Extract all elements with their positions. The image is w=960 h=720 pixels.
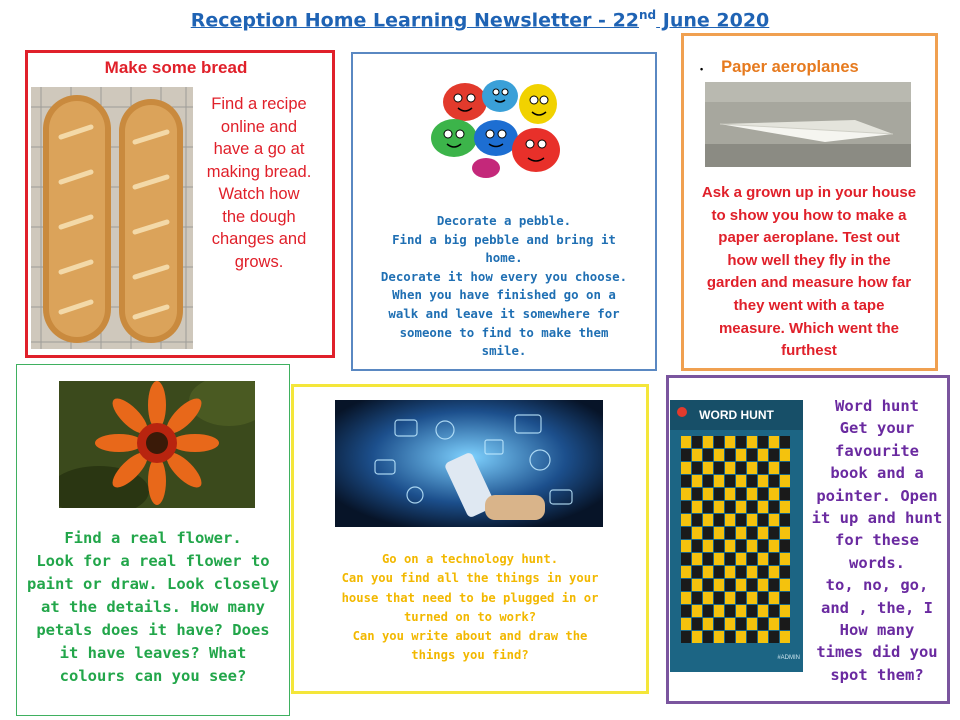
word-grid-cell — [736, 618, 746, 630]
word-grid-cell — [692, 566, 702, 578]
pebble-line: When you have finished go on a — [392, 287, 616, 303]
word-grid-cell — [681, 475, 691, 487]
word-grid-cell — [703, 501, 713, 513]
word-grid-cell — [692, 540, 702, 552]
word-grid-cell — [758, 501, 768, 513]
plane-line: paper aeroplane. Test out — [718, 229, 900, 247]
word-grid-cell — [758, 488, 768, 500]
word-grid-cell — [780, 618, 790, 630]
word-grid-cell — [714, 566, 724, 578]
word-grid-cell — [714, 514, 724, 526]
word-line: to, no, go, — [825, 576, 929, 595]
word-grid-cell — [681, 462, 691, 474]
word-grid-cell — [681, 553, 691, 565]
tech-line: turned on to work? — [403, 609, 537, 624]
tech-line: house that need to be plugged in or — [341, 590, 599, 605]
word-grid-cell — [703, 436, 713, 448]
word-grid-cell — [780, 462, 790, 474]
pebble-line: Find a big pebble and bring it — [392, 231, 616, 247]
word-grid-cell — [725, 449, 735, 461]
word-grid-cell — [714, 540, 724, 552]
word-grid-cell — [758, 618, 768, 630]
word-line: favourite — [835, 441, 919, 460]
word-grid-cell — [681, 514, 691, 526]
word-grid-cell — [703, 605, 713, 617]
word-line: for these — [835, 531, 919, 550]
word-description — [808, 395, 946, 686]
word-grid-cell — [714, 462, 724, 474]
tech-line: Can you find all the things in your — [341, 571, 599, 586]
word-line: book and a — [830, 464, 924, 483]
word-grid-cell — [692, 553, 702, 565]
word-grid-cell — [725, 553, 735, 565]
word-grid-cell — [725, 436, 735, 448]
word-grid-cell — [769, 514, 779, 526]
word-grid-cell — [780, 436, 790, 448]
word-grid-cell — [681, 592, 691, 604]
word-grid-cell — [714, 618, 724, 630]
flower-line: Find a real flower. — [64, 529, 242, 547]
word-grid-cell — [714, 631, 724, 643]
word-grid-cell — [725, 514, 735, 526]
word-grid-cell — [758, 514, 768, 526]
word-grid-cell — [780, 488, 790, 500]
word-grid-cell — [736, 592, 746, 604]
word-grid-cell — [692, 631, 702, 643]
word-grid-cell — [681, 631, 691, 643]
word-line: Get your — [839, 419, 915, 438]
word-grid-cell — [736, 501, 746, 513]
word-grid-cell — [681, 501, 691, 513]
word-grid-cell — [714, 501, 724, 513]
word-grid-cell — [747, 436, 757, 448]
word-grid-cell — [780, 592, 790, 604]
pebble-photo — [378, 78, 616, 186]
word-grid-cell — [780, 449, 790, 461]
word-grid-cell — [692, 514, 702, 526]
pebble-line: someone to find to make them — [399, 324, 609, 340]
word-grid-cell — [747, 475, 757, 487]
plane-line: they went with a tape — [733, 296, 885, 314]
word-grid-cell — [769, 592, 779, 604]
word-grid-cell — [780, 475, 790, 487]
plane-photo — [705, 82, 911, 167]
word-grid-cell — [725, 605, 735, 617]
title-text: Reception Home Learning Newsletter - 22 — [190, 9, 640, 32]
word-hunt-poster — [670, 400, 803, 672]
word-grid-cell — [714, 592, 724, 604]
word-grid-cell — [769, 618, 779, 630]
word-grid-cell — [747, 605, 757, 617]
plane-heading: Paper aeroplanes — [721, 58, 859, 76]
word-grid-cell — [747, 540, 757, 552]
pebble-line: walk and leave it somewhere for — [388, 305, 620, 321]
word-grid-cell — [692, 605, 702, 617]
title-date: June 2020 — [656, 9, 770, 32]
word-grid-cell — [681, 618, 691, 630]
bread-line: have a go at — [213, 140, 305, 158]
plane-line: measure. Which went the — [718, 319, 900, 337]
word-grid-cell — [725, 566, 735, 578]
word-grid-cell — [725, 488, 735, 500]
flower-description — [22, 527, 284, 688]
word-grid-cell — [692, 436, 702, 448]
word-grid-cell — [758, 449, 768, 461]
word-grid-cell — [747, 527, 757, 539]
poster-footer: #ADMIN — [777, 655, 800, 661]
bread-description — [195, 93, 323, 273]
title-ordinal: nd — [639, 8, 657, 22]
pebble-description — [358, 212, 650, 361]
word-grid-cell — [736, 527, 746, 539]
plane-line: to show you how to make a — [711, 206, 907, 224]
newsletter-title — [0, 8, 960, 31]
word-grid-cell — [758, 527, 768, 539]
word-grid-cell — [736, 540, 746, 552]
bread-line: changes and — [211, 230, 307, 248]
flower-line: Look for a real flower to — [36, 552, 270, 570]
word-grid-cell — [736, 514, 746, 526]
word-grid-cell — [714, 488, 724, 500]
word-grid-cell — [736, 436, 746, 448]
word-grid-cell — [714, 527, 724, 539]
bread-photo — [31, 87, 193, 349]
word-grid-cell — [703, 540, 713, 552]
word-grid-cell — [780, 540, 790, 552]
word-grid-cell — [747, 501, 757, 513]
tech-line: things you find? — [411, 648, 529, 663]
word-line: and , the, I — [821, 598, 933, 617]
word-grid-cell — [769, 527, 779, 539]
word-grid-cell — [780, 605, 790, 617]
word-line: times did you — [816, 643, 938, 662]
word-grid-cell — [703, 514, 713, 526]
bread-line: Watch how — [218, 185, 300, 203]
word-grid-cell — [725, 631, 735, 643]
word-grid-cell — [736, 449, 746, 461]
word-grid-cell — [736, 553, 746, 565]
word-line: it up and hunt — [811, 509, 943, 528]
word-grid-cell — [692, 592, 702, 604]
word-grid-cell — [703, 553, 713, 565]
word-grid-cell — [703, 579, 713, 591]
word-grid-cell — [725, 540, 735, 552]
word-grid-cell — [725, 462, 735, 474]
word-grid-cell — [769, 436, 779, 448]
word-grid-cell — [692, 579, 702, 591]
word-grid-cell — [747, 592, 757, 604]
tech-description — [300, 550, 640, 666]
word-grid-cell — [747, 488, 757, 500]
word-grid-cell — [681, 527, 691, 539]
word-grid-cell — [736, 462, 746, 474]
word-grid-cell — [692, 618, 702, 630]
word-grid-cell — [747, 631, 757, 643]
word-grid-cell — [681, 579, 691, 591]
word-grid-cell — [736, 488, 746, 500]
word-grid-cell — [692, 527, 702, 539]
plane-description — [688, 182, 930, 363]
word-grid-cell — [703, 462, 713, 474]
flower-line: it have leaves? What — [59, 644, 247, 662]
word-grid-cell — [747, 579, 757, 591]
word-grid-cell — [692, 501, 702, 513]
word-grid-cell — [681, 449, 691, 461]
word-grid-cell — [758, 475, 768, 487]
word-grid-cell — [769, 566, 779, 578]
word-grid-cell — [769, 462, 779, 474]
word-grid-cell — [769, 579, 779, 591]
pebble-line: smile. — [481, 343, 527, 359]
word-grid-cell — [681, 566, 691, 578]
word-grid-cell — [736, 475, 746, 487]
word-grid-cell — [703, 618, 713, 630]
word-grid-cell — [758, 566, 768, 578]
word-grid-cell — [747, 566, 757, 578]
word-grid-cell — [780, 566, 790, 578]
word-grid-cell — [681, 540, 691, 552]
word-grid-cell — [747, 462, 757, 474]
word-grid-cell — [769, 475, 779, 487]
word-grid-cell — [736, 631, 746, 643]
word-grid-cell — [725, 579, 735, 591]
bread-line: online and — [220, 117, 298, 136]
word-grid-cell — [703, 566, 713, 578]
bread-heading: Make some bread — [104, 58, 248, 77]
word-grid-cell — [725, 527, 735, 539]
word-grid-cell — [714, 436, 724, 448]
word-grid-cell — [758, 436, 768, 448]
word-line: pointer. Open — [816, 486, 938, 505]
pebble-line: home. — [485, 250, 523, 266]
word-grid-cell — [758, 592, 768, 604]
word-grid-cell — [725, 618, 735, 630]
word-grid-cell — [747, 514, 757, 526]
word-grid-cell — [681, 436, 691, 448]
word-grid-cell — [747, 553, 757, 565]
word-grid-cell — [714, 475, 724, 487]
word-grid-cell — [714, 553, 724, 565]
tech-photo — [335, 400, 603, 527]
word-grid-cell — [769, 449, 779, 461]
word-grid-cell — [780, 631, 790, 643]
word-grid-cell — [758, 462, 768, 474]
word-grid-cell — [703, 592, 713, 604]
word-grid-cell — [758, 605, 768, 617]
word-grid-cell — [747, 449, 757, 461]
word-grid-cell — [703, 527, 713, 539]
bread-line: grows. — [234, 252, 284, 271]
pebble-line: Decorate it how every you choose. — [380, 268, 628, 284]
word-grid-cell — [714, 579, 724, 591]
word-grid-cell — [725, 475, 735, 487]
word-grid-cell — [681, 488, 691, 500]
word-grid-cell — [758, 631, 768, 643]
plane-heading-row — [700, 58, 920, 77]
word-grid-cell — [769, 631, 779, 643]
word-grid-cell — [769, 605, 779, 617]
word-grid-cell — [758, 540, 768, 552]
word-grid-cell — [692, 488, 702, 500]
word-grid-cell — [736, 566, 746, 578]
plane-line: garden and measure how far — [706, 274, 912, 292]
word-grid-cell — [769, 488, 779, 500]
word-grid-cell — [769, 540, 779, 552]
word-line: Word hunt — [835, 397, 919, 415]
word-grid-cell — [780, 553, 790, 565]
word-grid-cell — [703, 631, 713, 643]
word-grid-cell — [758, 579, 768, 591]
word-grid-cell — [736, 605, 746, 617]
word-grid-cell — [725, 592, 735, 604]
word-grid-cell — [780, 501, 790, 513]
word-grid-cell — [692, 449, 702, 461]
plane-line: furthest — [781, 342, 837, 360]
word-grid-cell — [747, 618, 757, 630]
word-grid-cell — [780, 527, 790, 539]
plane-line: Ask a grown up in your house — [701, 184, 917, 201]
word-grid-cell — [703, 475, 713, 487]
word-grid-cell — [780, 579, 790, 591]
word-grid-cell — [769, 553, 779, 565]
word-line: words. — [849, 553, 905, 572]
word-line: spot them? — [830, 665, 924, 684]
word-grid-cell — [681, 605, 691, 617]
flower-line: petals does it have? Does — [36, 621, 270, 639]
flower-line: paint or draw. Look closely — [27, 575, 279, 593]
word-grid-cell — [703, 449, 713, 461]
word-grid-cell — [758, 553, 768, 565]
word-grid-cell — [692, 475, 702, 487]
word-line: How many — [839, 621, 915, 640]
word-grid-cell — [780, 514, 790, 526]
tech-line: Can you write about and draw the — [352, 629, 588, 644]
word-grid-cell — [703, 488, 713, 500]
word-grid-cell — [725, 501, 735, 513]
bread-line: making bread. — [206, 162, 312, 181]
plane-line: how well they fly in the — [727, 251, 891, 269]
pebble-line: Decorate a pebble. — [436, 213, 572, 228]
word-grid-cell — [714, 449, 724, 461]
bullet-icon: • — [700, 64, 704, 74]
word-grid-cell — [714, 605, 724, 617]
bread-line: the dough — [222, 207, 296, 226]
flower-line: at the details. How many — [41, 598, 265, 616]
poster-title: WORD HUNT — [699, 408, 774, 422]
flower-line: colours can you see? — [59, 667, 247, 685]
word-grid-cell — [736, 579, 746, 591]
word-grid-cell — [769, 501, 779, 513]
tech-line: Go on a technology hunt. — [381, 552, 559, 566]
flower-photo — [59, 381, 255, 508]
word-grid-cell — [692, 462, 702, 474]
bread-line: Find a recipe — [211, 95, 307, 113]
